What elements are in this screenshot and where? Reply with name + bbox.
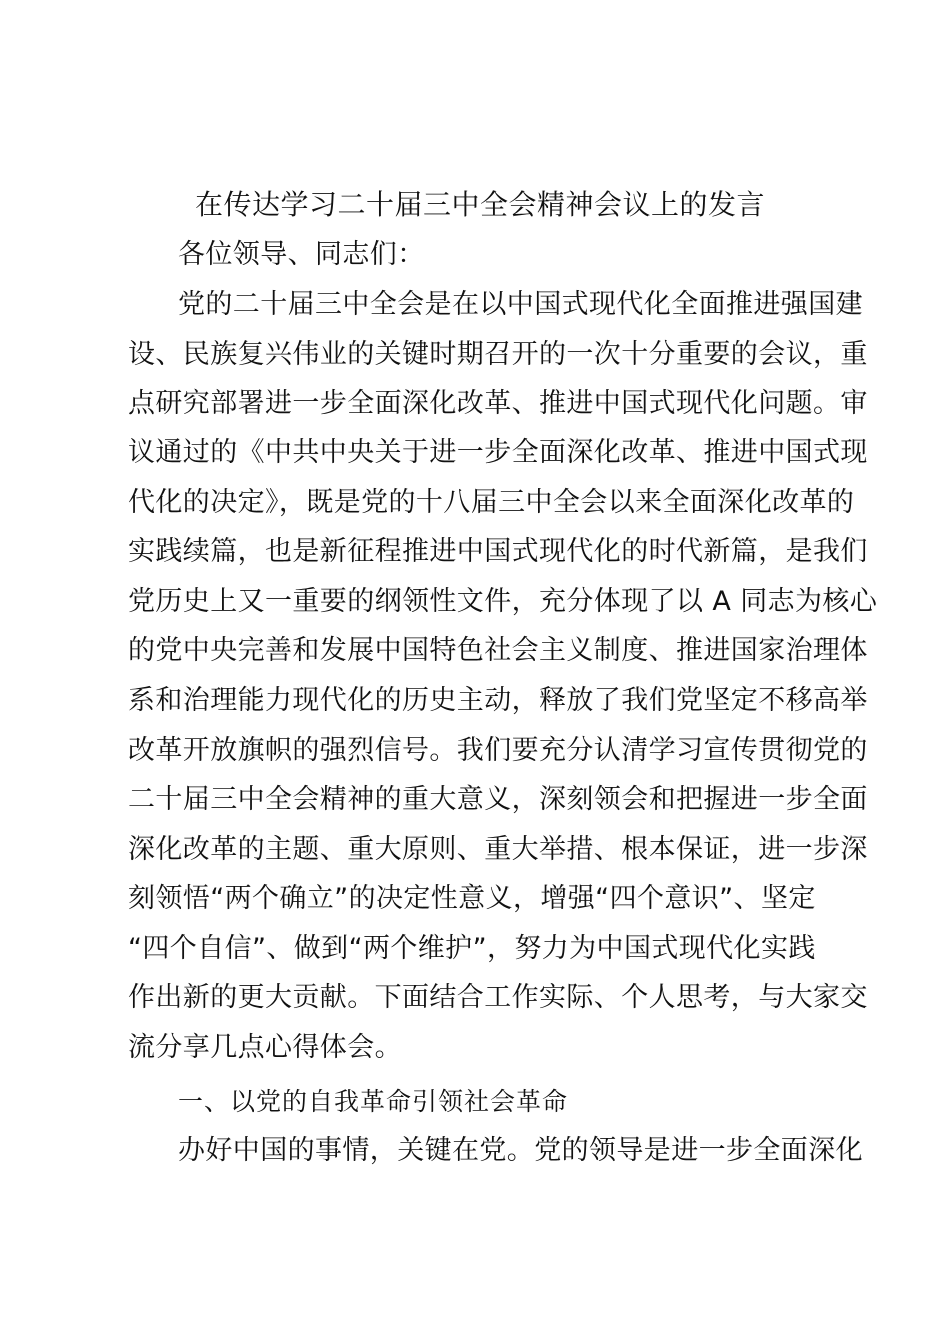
- salutation: 各位领导、同志们：: [178, 239, 425, 270]
- paragraph-line: 党历史上又一重要的纲领性文件，充分体现了以 A 同志为核心: [128, 586, 878, 617]
- paragraph-line: 作出新的更大贡献。下面结合工作实际、个人思考，与大家交: [128, 982, 868, 1013]
- section-heading: 一、以党的自我革命引领社会革命: [178, 1087, 569, 1116]
- paragraph-line: 代化的决定》，既是党的十八届三中全会以来全面深化改革的: [128, 487, 855, 518]
- paragraph-line: 议通过的《中共中央关于进一步全面深化改革、推进中国式现: [128, 437, 868, 468]
- paragraph-line: 实践续篇，也是新征程推进中国式现代化的时代新篇，是我们: [128, 536, 868, 567]
- paragraph-line: 点研究部署进一步全面深化改革、推进中国式现代化问题。审: [128, 388, 868, 419]
- paragraph-line: 深化改革的主题、重大原则、重大举措、根本保证，进一步深: [128, 834, 868, 865]
- paragraph-line: 流分享几点心得体会。: [128, 1032, 402, 1063]
- paragraph-line: 系和治理能力现代化的历史主动，释放了我们党坚定不移高举: [128, 685, 868, 716]
- paragraph-line: 党的二十届三中全会是在以中国式现代化全面推进强国建: [178, 289, 863, 320]
- document-title: 在传达学习二十届三中全会精神会议上的发言: [194, 188, 765, 221]
- paragraph-line: 的党中央完善和发展中国特色社会主义制度、推进国家治理体: [128, 635, 868, 666]
- paragraph-line: 改革开放旗帜的强烈信号。我们要充分认清学习宣传贯彻党的: [128, 735, 868, 766]
- paragraph-line: 二十届三中全会精神的重大意义，深刻领会和把握进一步全面: [128, 784, 868, 815]
- paragraph-line: 刻领悟“两个确立”的决定性意义，增强“四个意识”、坚定: [128, 883, 816, 914]
- paragraph-line: 设、民族复兴伟业的关键时期召开的一次十分重要的会议，重: [128, 339, 868, 370]
- paragraph-line: “四个自信”、做到“两个维护”，努力为中国式现代化实践: [128, 933, 816, 964]
- paragraph-line: 办好中国的事情，关键在党。党的领导是进一步全面深化: [178, 1135, 863, 1166]
